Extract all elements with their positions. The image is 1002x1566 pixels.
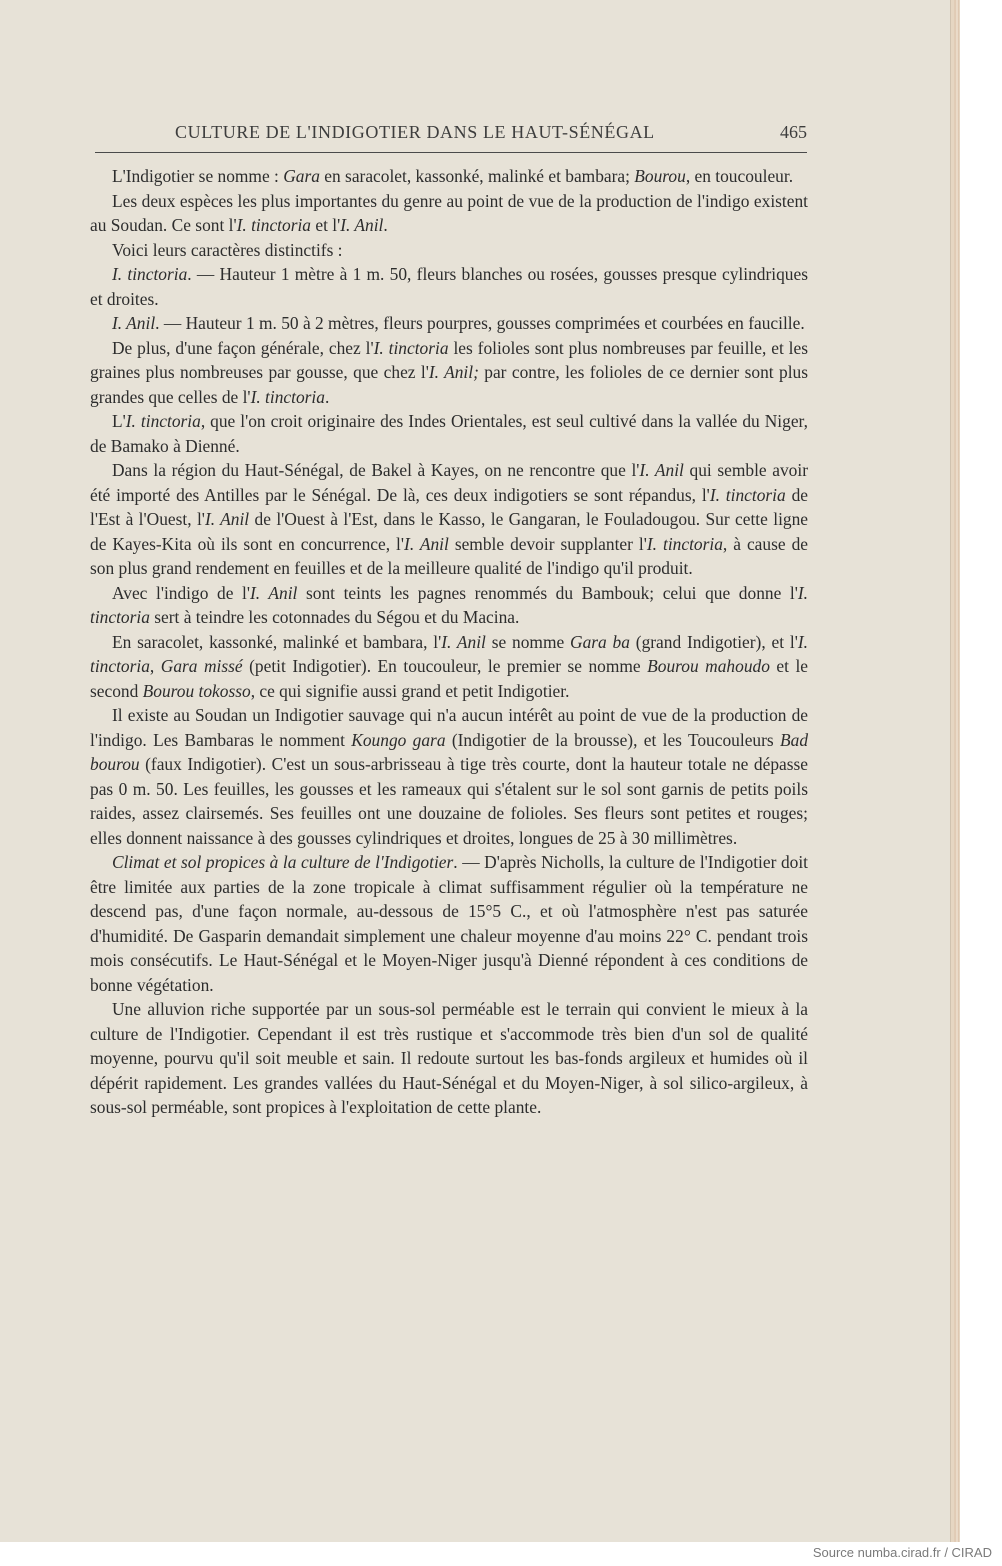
text-run: Voici leurs caractères distinctifs :: [112, 239, 343, 260]
text-run: , que l'on croit originaire des Indes Orientales, est seul cultivé dans la vallée du Niger, de Bamako à Dienné.: [90, 411, 808, 456]
italic-run: I. tinctoria: [236, 215, 311, 235]
text-run: , à cause de son plus grand rendement en feuilles et de la meilleure qualité de l'indigo qu'il produit.: [90, 533, 808, 578]
text-run: . — Hauteur 1 m. 50 à 2 mètres, fleurs pourpres, gousses comprimées et courbées en faucille.: [155, 313, 805, 333]
italic-run: I. tinctoria: [250, 386, 325, 407]
italic-run: Gara ba: [570, 631, 630, 652]
italic-run: I. tinctoria: [709, 484, 786, 505]
body-text: [90, 164, 808, 1120]
italic-run: I. Anil: [340, 215, 384, 235]
text-run: sont teints les pagnes renommés du Bambouk; celui que donne l': [297, 582, 798, 603]
text-run: De plus, d'une façon générale, chez l': [112, 337, 374, 358]
text-run: les folioles sont plus nombreuses par feuille, et les graines plus nombreuses par gousse, que chez l': [90, 337, 808, 382]
text-run: Avec l'indigo de l': [112, 582, 250, 603]
italic-run: Climat et sol propices à la culture de l'Indigotier: [112, 852, 454, 872]
paragraph: [90, 262, 808, 311]
page-header: [95, 118, 807, 153]
italic-run: Gara: [283, 166, 320, 186]
paragraph: [90, 189, 808, 238]
text-run: et le second: [90, 656, 809, 701]
italic-run: Bourou mahoudo: [647, 656, 770, 676]
text-run: L'Indigotier se nomme :: [112, 166, 284, 186]
text-run: se nomme: [485, 631, 571, 652]
paragraph: [90, 630, 808, 704]
italic-run: I. Anil: [441, 631, 486, 652]
text-run: (Indigotier de la brousse), et les Toucouleurs: [445, 729, 780, 750]
text-run: ,: [149, 656, 161, 676]
text-run: qui semble avoir été importé des Antilles par le Sénégal. De là, ces deux indigotiers se sont répandus, l': [90, 460, 808, 505]
paragraph: [90, 581, 808, 630]
text-run: En saracolet, kassonké, malinké et bambara, l': [112, 631, 442, 652]
italic-run: I. Anil: [112, 313, 156, 333]
text-run: . — Hauteur 1 mètre à 1 m. 50, fleurs blanches ou rosées, gousses presque cylindriques et droites.: [90, 264, 808, 309]
italic-run: I. Anil: [204, 509, 250, 529]
italic-run: I. tinctoria: [90, 631, 808, 676]
text-run: .: [383, 215, 388, 235]
italic-run: I. Anil: [249, 582, 298, 603]
paragraph: [90, 703, 808, 850]
running-title: CULTURE DE L'INDIGOTIER DANS LE HAUT-SÉNÉGAL: [175, 122, 655, 142]
source-credit: Source numba.cirad.fr / CIRAD: [812, 1545, 992, 1560]
paragraph: [90, 164, 808, 189]
paragraph: [90, 336, 808, 410]
page-edge: [950, 0, 960, 1542]
italic-run: Koungo gara: [351, 729, 446, 750]
text-run: de l'Ouest à l'Est, dans le Kasso, le Gangaran, le Fouladougou. Sur cette ligne de Kayes-Kita où ils sont en concurrence, l': [90, 509, 809, 554]
text-run: Dans la région du Haut-Sénégal, de Bakel à Kayes, on ne rencontre que l': [112, 460, 640, 480]
paragraph: [90, 409, 808, 458]
text-run: par contre, les folioles de ce dernier sont plus grandes que celles de l': [90, 362, 808, 407]
italic-run: I. Anil: [404, 533, 449, 554]
paragraph: [90, 458, 808, 581]
text-run: sert à teindre les cotonnades du Ségou et du Macina.: [149, 607, 520, 627]
paragraph: [90, 997, 808, 1120]
italic-run: Bourou: [634, 166, 686, 186]
text-run: (petit Indigotier). En toucouleur, le premier se nomme: [242, 656, 648, 676]
paragraph: [90, 238, 808, 263]
text-run: en saracolet, kassonké, malinké et bambara;: [319, 166, 635, 186]
text-run: .: [324, 386, 330, 407]
text-run: . — D'après Nicholls, la culture de l'Indigotier doit être limitée aux parties de la zone tropicale à climat suffisamment régulier où la température ne descend pas, d'une façon normale, au-dessous de 15°5 C., et où l'atmosphère n'est pas saturée d'humidité. De Gasparin demandait simplement une chaleur moyenne d'au moins 22° C. pendant trois mois consécutifs. Le Haut-Sénégal et le Moyen-Niger jusqu'à Dienné répondent à ces conditions de bonne végétation.: [90, 852, 809, 995]
paragraph: [90, 850, 808, 997]
text-run: et l': [311, 215, 341, 235]
text-run: L': [112, 411, 126, 431]
text-run: (faux Indigotier). C'est un sous-arbrisseau à tige très courte, dont la hauteur totale ne dépasse pas 0 m. 50. Les feuilles, les gousses et les rameaux qui s'étalent sur le sol sont garnis de petits poils raides, assez clairsemés. Ses feuilles ont une douzaine de folioles. Ses fleurs sont petites et rouges; elles donnent naissance à des gousses cylindriques et droites, longues de 25 à 30 millimètres.: [90, 754, 808, 848]
paragraph: [90, 311, 808, 336]
text-run: de l'Est à l'Ouest, l': [90, 484, 808, 529]
text-run: Il existe au Soudan un Indigotier sauvage qui n'a aucun intérêt au point de vue de la production de l'indigo. Les Bambaras le nomment: [90, 705, 808, 750]
italic-run: I. tinctoria: [646, 533, 723, 554]
italic-run: I. Anil;: [428, 362, 479, 382]
italic-run: I. tinctoria: [125, 411, 201, 431]
italic-run: I. Anil: [639, 460, 684, 480]
italic-run: I. tinctoria: [90, 582, 809, 627]
text-run: , en toucouleur.: [685, 166, 794, 186]
page-number: 465: [780, 122, 807, 142]
italic-run: Gara missé: [160, 656, 243, 676]
text-run: semble devoir supplanter l': [448, 533, 647, 554]
text-run: Une alluvion riche supportée par un sous-sol perméable est le terrain qui convient le mieux à la culture de l'Indigotier. Cependant il est très rustique et s'accommode très bien d'un sol de qualité moyenne, pourvu qu'il soit meuble et sain. Il redoute surtout les bas-fonds argileux et humides où il dépérit rapidement. Les grandes vallées du Haut-Sénégal et du Moyen-Niger, à sol silico-argileux, à sous-sol perméable, sont propices à l'exploitation de cette plante.: [90, 999, 808, 1117]
italic-run: I. tinctoria: [373, 337, 449, 358]
italic-run: Bad bourou: [90, 729, 809, 774]
text-run: (grand Indigotier), et l': [629, 631, 798, 652]
italic-run: Bourou tokosso: [142, 680, 251, 701]
text-run: , ce qui signifie aussi grand et petit Indigotier.: [250, 680, 570, 701]
italic-run: I. tinctoria: [112, 264, 188, 284]
text-run: Les deux espèces les plus importantes du genre au point de vue de la production de l'indigo existent au Soudan. Ce sont l': [90, 190, 808, 235]
